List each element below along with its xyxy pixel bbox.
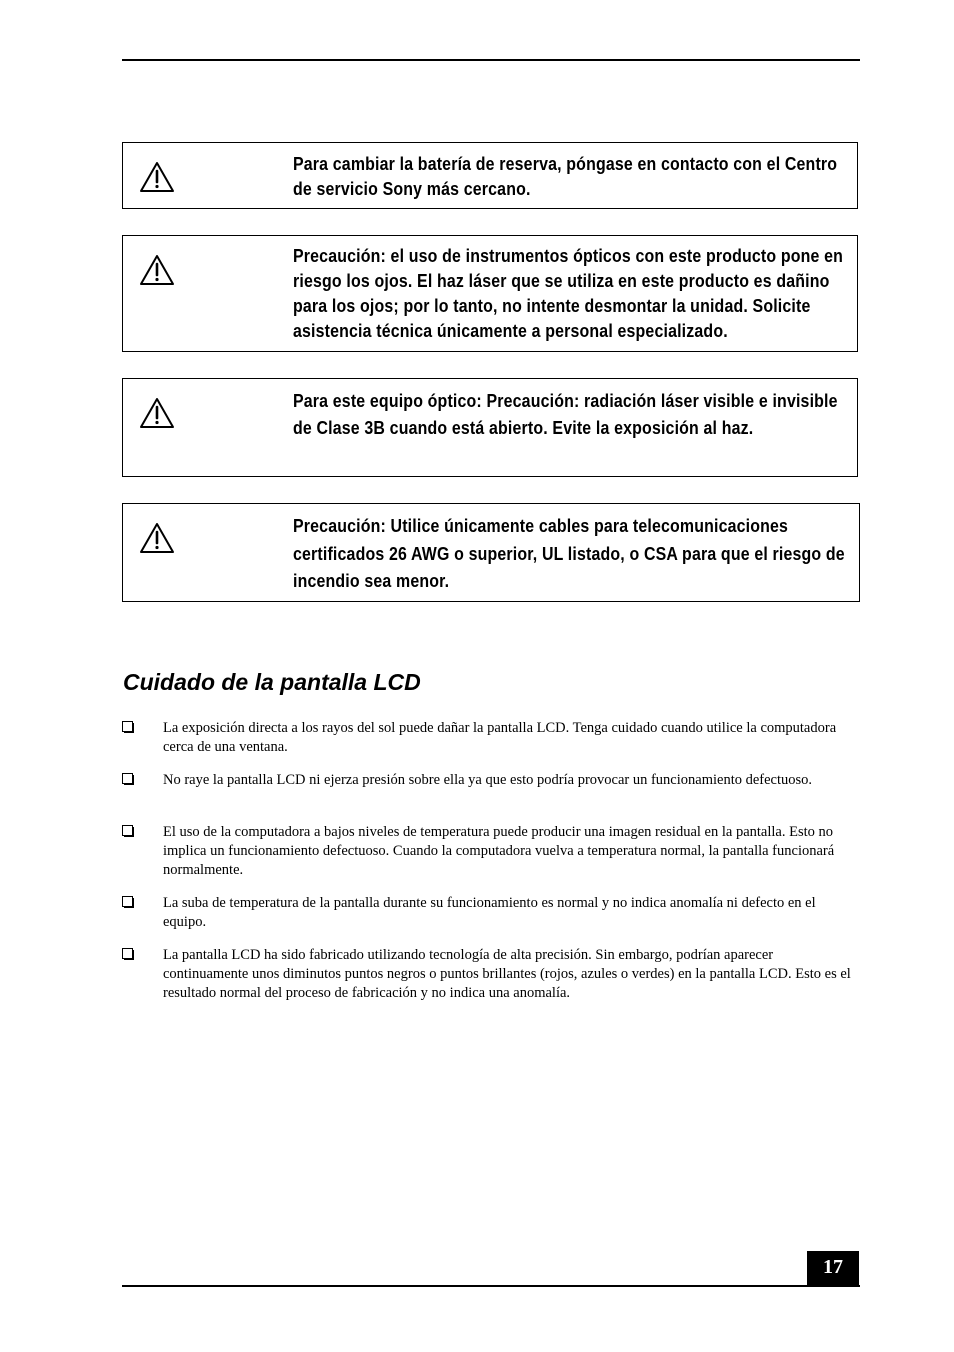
- page-number: 17: [807, 1251, 859, 1286]
- list-item-text: La exposición directa a los rayos del sol puede dañar la pantalla LCD. Tenga cuidado cuando utilice la computadora cerca de una ventana.: [163, 720, 837, 756]
- checkbox-bullet-icon: [122, 773, 135, 786]
- list-item-text: La suba de temperatura de la pantalla durante su funcionamiento es normal y no indica anomalía ni defecto en el equipo.: [163, 895, 816, 931]
- caution-box: [122, 503, 860, 602]
- checkbox-bullet-icon: [122, 896, 135, 909]
- footer-rule: [122, 1285, 860, 1287]
- warning-triangle-icon: [139, 522, 175, 554]
- header-rule: [122, 59, 860, 61]
- caution-box: [122, 378, 858, 477]
- list-item-text: La pantalla LCD ha sido fabricado utilizando tecnología de alta precisión. Sin embargo, podrían aparecer continuamente unos diminutos puntos negros o puntos brillantes (rojos, azules o verdes) en la pantalla LCD. Esto es el resultado normal del proceso de fabricación y no indica una anomalía.: [163, 947, 851, 1002]
- warning-triangle-icon: [139, 161, 175, 193]
- checkbox-bullet-icon: [122, 721, 135, 734]
- caution-box: [122, 142, 858, 209]
- section-title: Cuidado de la pantalla LCD: [123, 669, 421, 695]
- list-item-text: El uso de la computadora a bajos niveles de temperatura puede producir una imagen residual en la pantalla. Esto no implica un funcionamiento defectuoso. Cuando la computadora vuelva a temperatura normal, la pantalla funcionará normalmente.: [163, 824, 835, 879]
- list-item-text: No raye la pantalla LCD ni ejerza presión sobre ella ya que esto podría provocar un funcionamiento defectuoso.: [163, 772, 813, 788]
- warning-triangle-icon: [139, 254, 175, 286]
- caution-text: Para este equipo óptico: Precaución: radiación láser visible e invisible de Clase 3B cuando está abierto. Evite la exposición al haz.: [293, 390, 838, 438]
- checkbox-bullet-icon: [122, 825, 135, 838]
- caution-text: Precaución: el uso de instrumentos ópticos con este producto pone en riesgo los ojos. El haz láser que se utiliza en este producto es dañino para los ojos; por lo tanto, no intente desmontar la unidad. Solicite asistencia técnica únicamente a personal especializado.: [293, 245, 844, 341]
- caution-box: [122, 235, 858, 352]
- caution-text: Para cambiar la batería de reserva, póngase en contacto con el Centro de servicio Sony más cercano.: [293, 153, 838, 199]
- caution-text: Precaución: Utilice únicamente cables para telecomunicaciones certificados 26 AWG o superior, UL listado, o CSA para que el riesgo de incendio sea menor.: [293, 515, 845, 591]
- warning-triangle-icon: [139, 397, 175, 429]
- checkbox-bullet-icon: [122, 948, 135, 961]
